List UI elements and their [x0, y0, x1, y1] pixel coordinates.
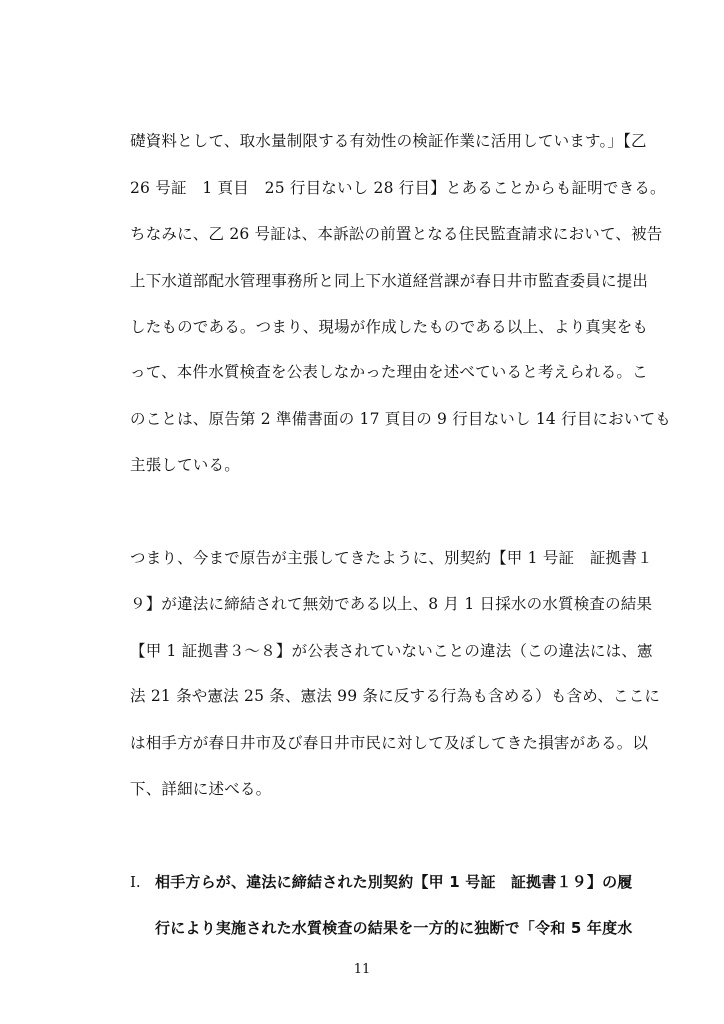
paragraph-line: つまり、今まで原告が主張してきたように、別契約【甲 1 号証 証拠書１: [130, 549, 653, 567]
page-number: 11: [353, 962, 371, 977]
paragraph-line: 下、詳細に述べる。: [130, 780, 272, 798]
paragraph-line: したものである。つまり、現場が作成したものである以上、より真実をも: [130, 318, 649, 336]
paragraph-line: 主張している。: [130, 456, 240, 474]
paragraph-line: 法 21 条や憲法 25 条、憲法 99 条に反する行為も含める）も含め、ここに: [130, 687, 661, 705]
paragraph-line: って、本件水質検査を公表しなかった理由を述べていると考えられる。こ: [130, 363, 648, 381]
section-number: I.: [130, 873, 141, 891]
paragraph-line: ちなみに、乙 26 号証は、本訴訟の前置となる住民監査請求において、被告: [130, 225, 663, 243]
paragraph-line: 26 号証 1 頁目 25 行目ないし 28 行目】とあることからも証明できる。: [130, 179, 666, 197]
paragraph-line: は相手方が春日井市及び春日井市民に対して及ぼしてきた損害がある。以: [130, 734, 649, 752]
paragraph-line: のことは、原告第 2 準備書面の 17 頁目の 9 行目ないし 14 行目においても: [130, 410, 671, 428]
paragraph-line: 上下水道部配水管理事務所と同上下水道経営課が春日井市監査委員に提出: [130, 272, 649, 290]
paragraph-line: 【甲 1 証拠書３～８】が公表されていないことの違法（この違法には、憲: [130, 642, 653, 660]
paragraph-line: ９】が違法に締結されて無効である以上、8 月 1 日採水の水質検査の結果: [130, 595, 653, 613]
section-heading-line: 相手方らが、違法に締結された別契約【甲 1 号証 証拠書１９】の履: [155, 873, 633, 891]
paragraph-line: 礎資料として、取水量制限する有効性の検証作業に活用しています。」【乙: [130, 132, 647, 150]
section-heading-line: 行により実施された水質検査の結果を一方的に独断で「令和 5 年度水: [155, 919, 633, 937]
